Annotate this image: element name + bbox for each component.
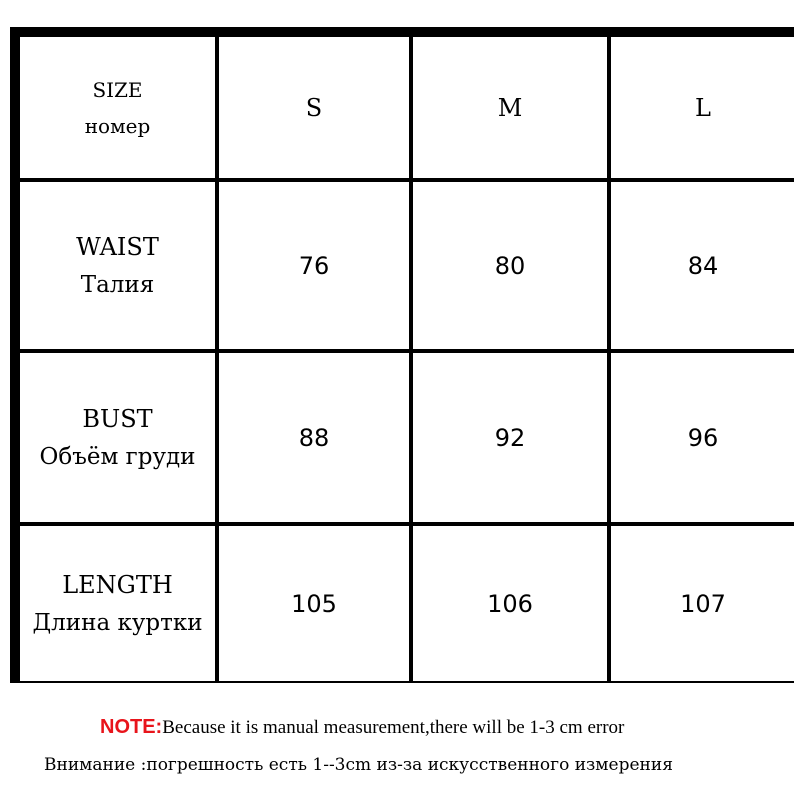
note-label: NOTE: — [100, 716, 163, 738]
value-cell-length-l: 107 — [611, 526, 795, 681]
value-cell-bust-s: 88 — [219, 353, 409, 522]
column-header-l: L — [611, 37, 795, 178]
column-header-s: S — [219, 37, 409, 178]
value-cell-length-s: 105 — [219, 526, 409, 681]
row-label-en: LENGTH — [62, 570, 173, 599]
note-text: Because it is manual measurement,there will be 1-3 cm error — [162, 717, 625, 738]
row-label-ru: Длина куртки — [32, 609, 203, 636]
header-size-label: SIZE — [92, 77, 143, 102]
row-label-length — [20, 526, 215, 681]
value-cell-length-m: 106 — [413, 526, 607, 681]
row-label-ru: Объём груди — [39, 443, 196, 470]
size-chart-table — [10, 27, 794, 683]
note-line-english — [100, 716, 790, 739]
header-size-label-ru: номер — [84, 113, 151, 138]
column-header-m: M — [413, 37, 607, 178]
value-cell-waist-l: 84 — [611, 182, 795, 349]
row-label-ru: Талия — [80, 271, 155, 298]
value-cell-bust-l: 96 — [611, 353, 795, 522]
header-size-cell — [20, 37, 215, 178]
row-label-bust — [20, 353, 215, 522]
value-cell-waist-m: 80 — [413, 182, 607, 349]
row-label-waist — [20, 182, 215, 349]
row-label-en: BUST — [82, 404, 153, 433]
value-cell-bust-m: 92 — [413, 353, 607, 522]
row-label-en: WAIST — [76, 232, 159, 261]
value-cell-waist-s: 76 — [219, 182, 409, 349]
note-line-russian: Внимание :погрешность есть 1--3cm из-за искусственного измерения — [44, 755, 673, 775]
